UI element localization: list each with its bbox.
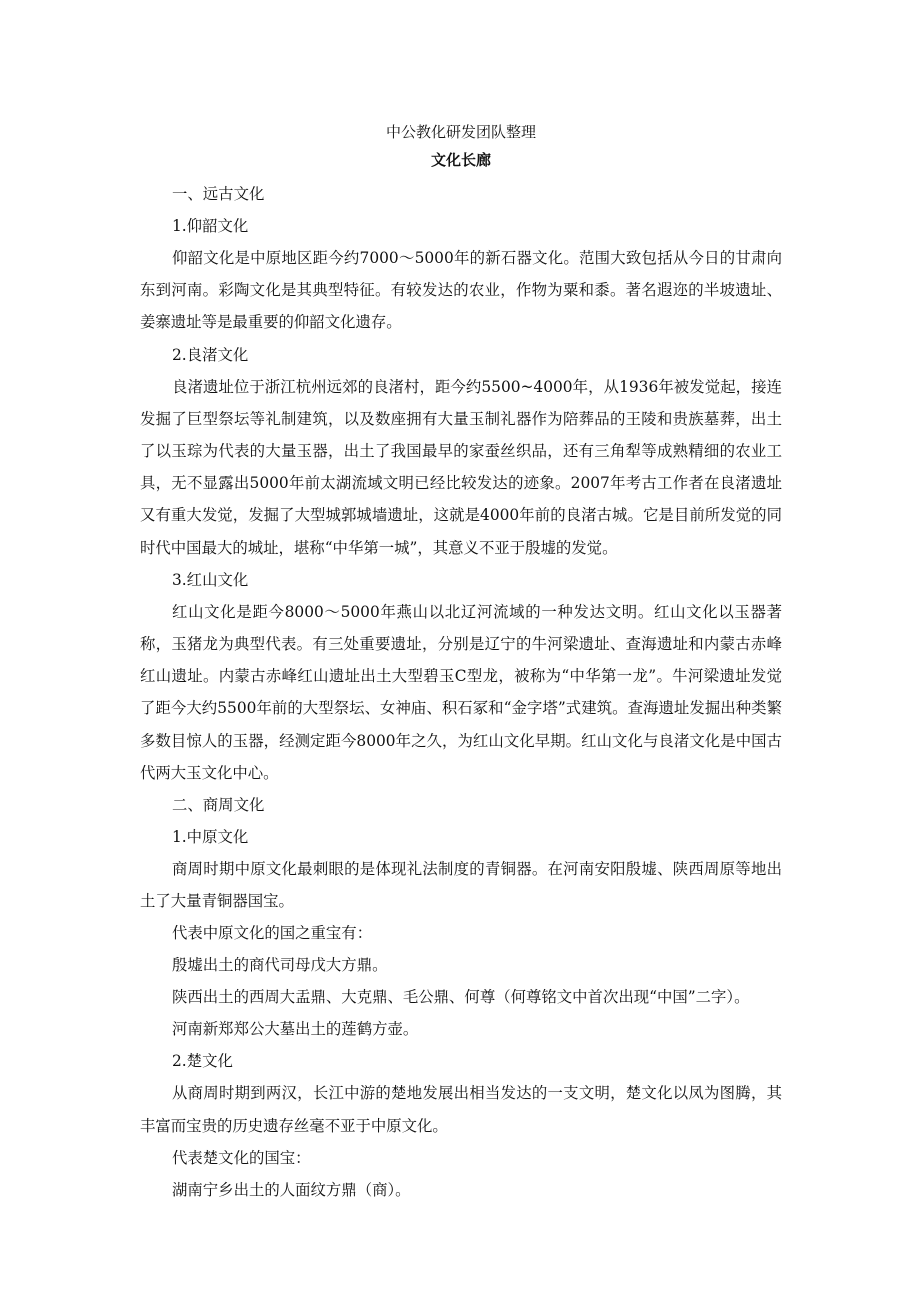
treasures-intro-zhongyuan: 代表中原文化的国之重宝有： [172, 924, 373, 943]
paragraph-liangzhu: 良渚遗址位于浙江杭州远郊的良渚村，距今约5500~4000年，从1936年被发觉起，接连发掘了巨型祭坛等礼制建筑，以及数座拥有大量玉制礼器作为陪葬品的王陵和贵族墓葬，出土了以玉琮为代表的大量玉器，出土了我国最早的家蚕丝织品，还有三角犁等成熟精细的农业工具，无不显露出5000年前太湖流域文明已经比较发达的迹象。2007年考古工作者在良渚遗址又有重大发觉，发掘了大型城郭城墙遗址，这就是4000年前的良渚古城。它是目前所发觉的同时代中国最大的城址，堪称“中华第一城”，其意义不亚于殷墟的发觉。 [140, 377, 782, 557]
treasure-item: 河南新郑郑公大墓出土的莲鹤方壶。 [172, 1020, 419, 1039]
paragraph-zhongyuan: 商周时期中原文化最刺眼的是体现礼法制度的青铜器。在河南安阳殷墟、陕西周原等地出土了大量青铜器国宝。 [140, 860, 782, 911]
document-org: 中公教化研发团队整理 [385, 123, 536, 141]
subheading-chu: 2.楚文化 [172, 1052, 233, 1071]
document-title: 文化长廊 [430, 151, 491, 169]
paragraph-yangshao: 仰韶文化是中原地区距今约7000～5000年的新石器文化。范围大致包括从今日的甘肃向东到河南。彩陶文化是其典型特征。有较发达的农业，作物为粟和黍。著名遐迩的半坡遗址、姜寨遗址等是最重要的仰韶文化遗存。 [140, 249, 782, 332]
treasure-item: 殷墟出土的商代司母戊大方鼎。 [172, 956, 388, 975]
subheading-yangshao: 1.仰韶文化 [172, 217, 249, 235]
subheading-zhongyuan: 1.中原文化 [172, 828, 249, 847]
subheading-liangzhu: 2.良渚文化 [172, 345, 249, 364]
treasures-intro-chu: 代表楚文化的国宝： [172, 1148, 311, 1167]
paragraph-chu: 从商周时期到两汉，长江中游的楚地发展出相当发达的一支文明，楚文化以凤为图腾，其丰富而宝贵的历史遗存丝毫不亚于中原文化。 [140, 1084, 782, 1135]
section-heading-ancient: 一、远古文化 [172, 185, 265, 203]
treasure-item: 湖南宁乡出土的人面纹方鼎（商）。 [172, 1180, 411, 1199]
treasure-item: 陕西出土的西周大盂鼎、大克鼎、毛公鼎、何尊（何尊铭文中首次出现“中国”二字）。 [172, 988, 750, 1007]
subheading-hongshan: 3.红山文化 [172, 570, 249, 589]
document-page [140, 118, 782, 1206]
paragraph-hongshan: 红山文化是距今8000～5000年燕山以北辽河流域的一种发达文明。红山文化以玉器著称，玉猪龙为典型代表。有三处重要遗址，分别是辽宁的牛河梁遗址、查海遗址和内蒙古赤峰红山遗址。内蒙古赤峰红山遗址出土大型碧玉C型龙，被称为“中华第一龙”。牛河梁遗址发觉了距今大约5500年前的大型祭坛、女神庙、积石冢和“金字塔”式建筑。查海遗址发掘出种类繁多数目惊人的玉器，经测定距今8000年之久，为红山文化早期。红山文化与良渚文化是中国古代两大玉文化中心。 [140, 602, 782, 782]
section-heading-shangzhou: 二、商周文化 [172, 796, 265, 815]
